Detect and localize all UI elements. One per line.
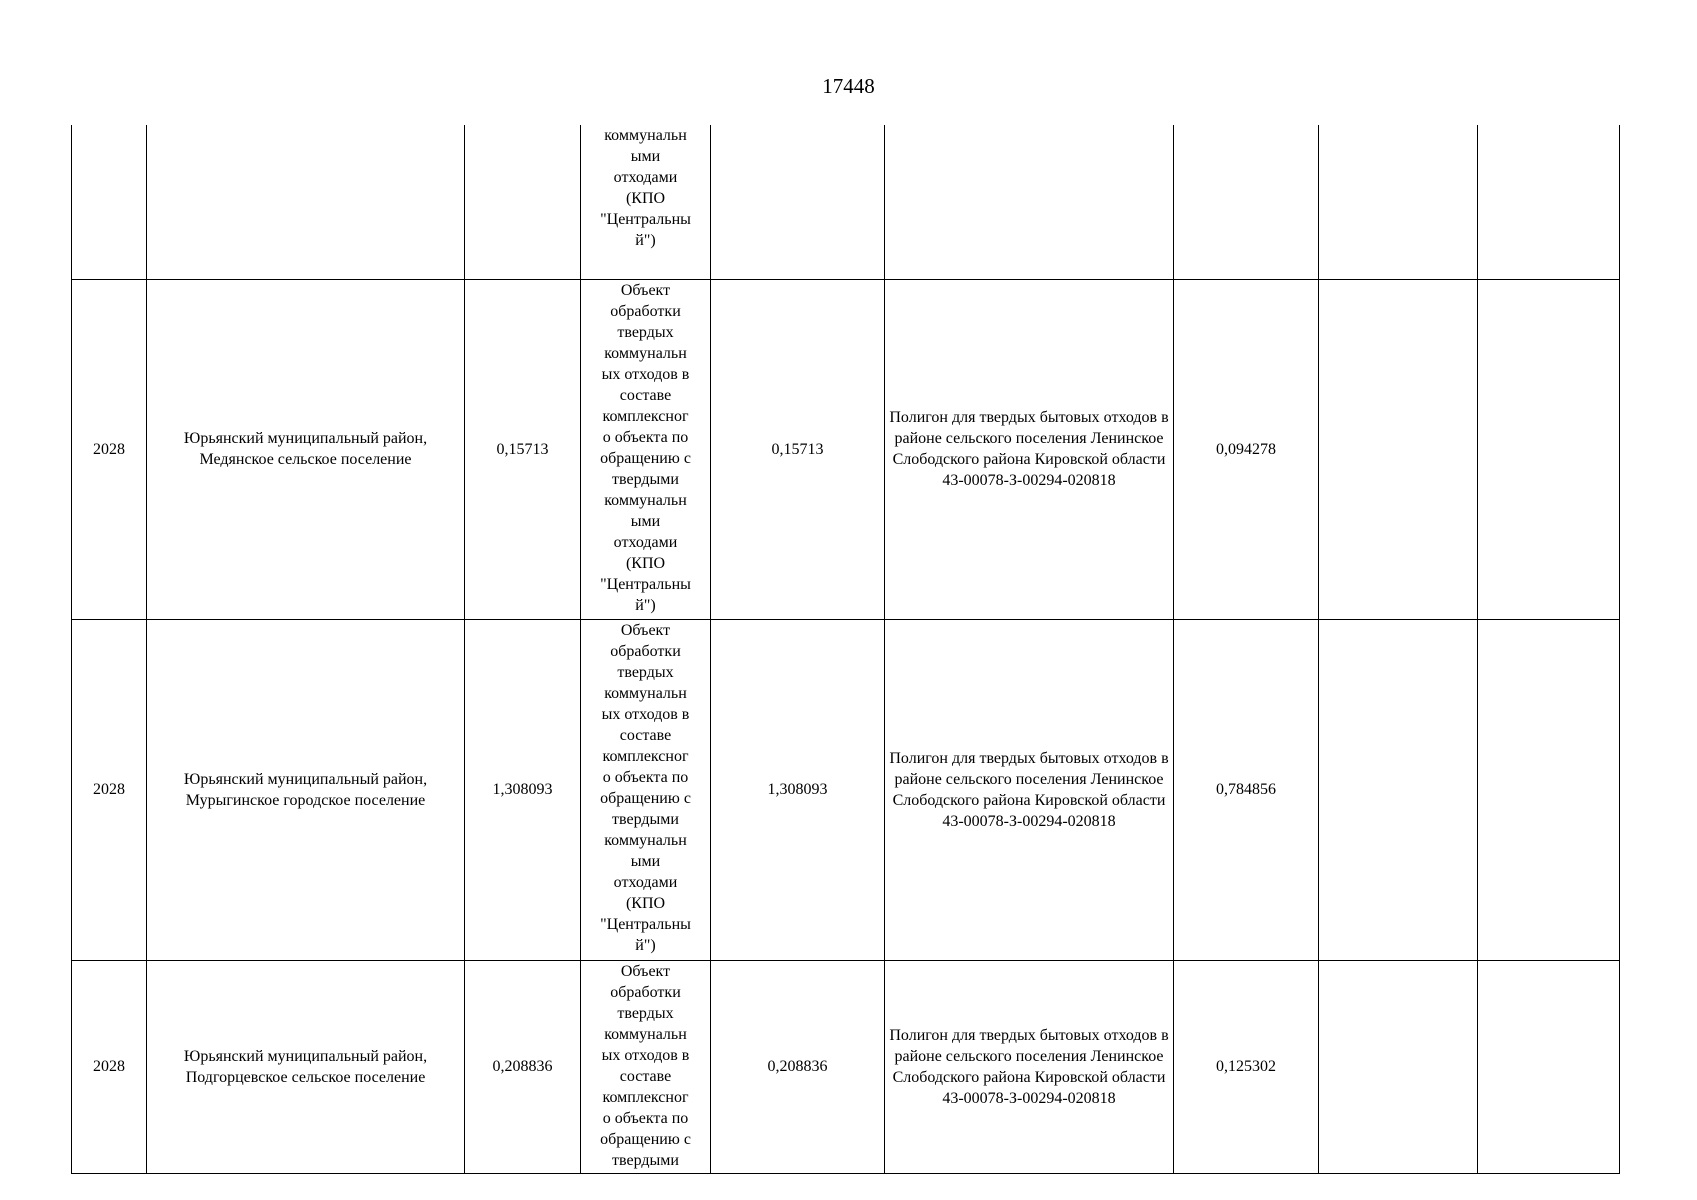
volume2-cell: 0,208836 bbox=[711, 960, 885, 1173]
landfill-cell: Полигон для твердых бытовых отходов в районе сельского поселения Ленинское Слободского района Кировской области 43-00078-З-00294-020818 bbox=[885, 960, 1174, 1173]
year-cell bbox=[72, 125, 147, 279]
page-number: 17448 bbox=[822, 74, 875, 98]
empty-cell bbox=[1478, 960, 1620, 1173]
volume2-cell bbox=[711, 125, 885, 279]
year-cell: 2028 bbox=[72, 279, 147, 619]
volume-cell: 0,208836 bbox=[465, 960, 581, 1173]
value-cell: 0,125302 bbox=[1174, 960, 1319, 1173]
landfill-cell bbox=[885, 125, 1174, 279]
empty-cell bbox=[1478, 619, 1620, 960]
facility-cell: Объект обработки твердых коммунальн ых отходов в составе комплексног о объекта по обращению с твердыми коммунальн ыми отходами (КПО "Центральны й") bbox=[581, 279, 711, 619]
volume-cell: 1,308093 bbox=[465, 619, 581, 960]
value-cell bbox=[1174, 125, 1319, 279]
volume2-cell: 1,308093 bbox=[711, 619, 885, 960]
value-cell: 0,094278 bbox=[1174, 279, 1319, 619]
empty-cell bbox=[1478, 279, 1620, 619]
empty-cell bbox=[1319, 960, 1478, 1173]
landfill-cell: Полигон для твердых бытовых отходов в районе сельского поселения Ленинское Слободского района Кировской области 43-00078-З-00294-020818 bbox=[885, 619, 1174, 960]
table-row bbox=[72, 125, 1620, 279]
value-cell: 0,784856 bbox=[1174, 619, 1319, 960]
empty-cell bbox=[1319, 125, 1478, 279]
landfill-cell: Полигон для твердых бытовых отходов в районе сельского поселения Ленинское Слободского района Кировской области 43-00078-З-00294-020818 bbox=[885, 279, 1174, 619]
empty-cell bbox=[1319, 619, 1478, 960]
facility-cell: коммунальн ыми отходами (КПО "Центральны й") bbox=[581, 125, 711, 279]
year-cell: 2028 bbox=[72, 619, 147, 960]
volume-cell bbox=[465, 125, 581, 279]
facility-cell: Объект обработки твердых коммунальн ых отходов в составе комплексног о объекта по обращению с твердыми коммунальн ыми отходами (КПО "Центральны й") bbox=[581, 619, 711, 960]
volume2-cell: 0,15713 bbox=[711, 279, 885, 619]
municipality-cell: Юрьянский муниципальный район, Подгорцевское сельское поселение bbox=[147, 960, 465, 1173]
empty-cell bbox=[1319, 279, 1478, 619]
volume-cell: 0,15713 bbox=[465, 279, 581, 619]
municipality-cell: Юрьянский муниципальный район, Мурыгинское городское поселение bbox=[147, 619, 465, 960]
facility-cell: Объект обработки твердых коммунальн ых отходов в составе комплексног о объекта по обращению с твердыми bbox=[581, 960, 711, 1173]
municipality-cell bbox=[147, 125, 465, 279]
municipality-cell: Юрьянский муниципальный район, Медянское сельское поселение bbox=[147, 279, 465, 619]
table-row bbox=[72, 279, 1620, 619]
waste-flow-table bbox=[71, 125, 1620, 1174]
table-row bbox=[72, 960, 1620, 1173]
table-row bbox=[72, 619, 1620, 960]
year-cell: 2028 bbox=[72, 960, 147, 1173]
empty-cell bbox=[1478, 125, 1620, 279]
